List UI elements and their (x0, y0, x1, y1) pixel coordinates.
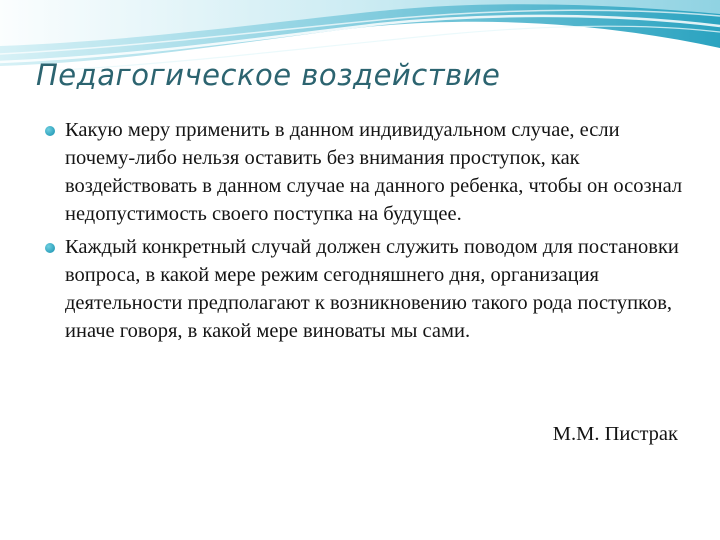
quote-author: М.М. Пистрак (552, 423, 678, 445)
bullet-item (45, 116, 685, 228)
bullet-text: Какую меру применить в данном индивидуальном случае, если почему-либо нельзя оставить без внимания проступок, как воздействовать в данном случае на данного ребенка, чтобы он осознал недопустимость своего поступка на будущее. (65, 119, 683, 225)
bullet-dot-icon (45, 126, 55, 136)
bullet-text: Каждый конкретный случай должен служить поводом для постановки вопроса, в какой мере режим сегодняшнего дня, организация деятельности предполагают к возникновению такого рода поступков, иначе говоря, в какой мере виноваты мы сами. (65, 236, 679, 342)
slide-title: Педагогическое воздействие (36, 58, 501, 92)
bullet-item (45, 233, 685, 345)
bullet-dot-icon (45, 243, 55, 253)
bullet-list (45, 116, 685, 350)
